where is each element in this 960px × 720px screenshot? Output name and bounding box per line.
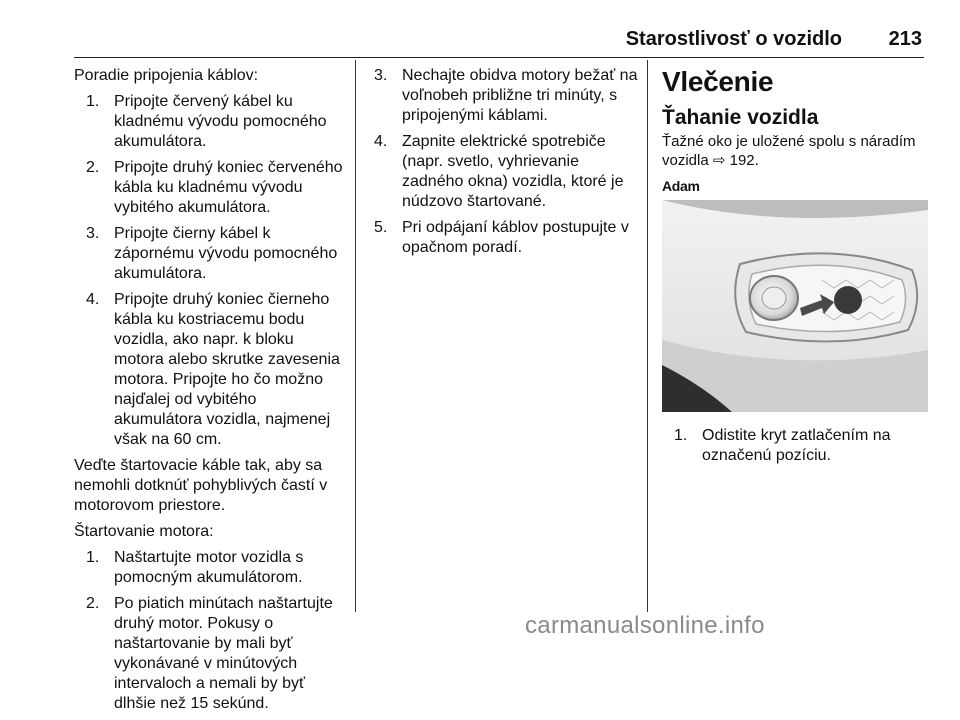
step-text: Zapnite elektrické spotrebiče (napr. svetlo, vyhrievanie zadného okna) vozidla, ktoré je núdzovo štartované. (402, 133, 624, 210)
step-number: 4. (86, 291, 100, 308)
step-text: Naštartujte motor vozidla s pomocným akumulátorom. (114, 549, 304, 586)
step-text: Odistite kryt zatlačením na označenú pozíciu. (702, 427, 891, 464)
step-number: 2. (86, 595, 100, 612)
step-number: 3. (374, 67, 388, 84)
section-subtitle: Ťahanie vozidla (662, 106, 819, 129)
column-divider (355, 60, 356, 612)
section-title: Starostlivosť o vozidlo (625, 28, 842, 50)
step-text: Pripojte čierny kábel k zápornému vývodu pomocného akumulátora. (114, 225, 338, 282)
cable-order-intro: Poradie pripojenia káblov: (74, 67, 259, 84)
list-item (374, 132, 638, 212)
step-number: 1. (86, 93, 100, 110)
start-heading: Štartovanie motora: (74, 523, 214, 540)
site-watermark: carmanualsonline.info (525, 612, 765, 639)
step-number: 5. (374, 219, 388, 236)
bumper-illustration-svg (662, 200, 928, 412)
step-number: 4. (374, 133, 388, 150)
step-text: Pripojte druhý koniec čierneho kábla ku kostriacemu bodu vozidla, ako napr. k bloku motora alebo skrutke zavesenia motora. Pripojte ho čo možno najďalej od vybitého akumulátora vozidla, najmenej však na 60 cm. (114, 291, 340, 448)
list-item (86, 290, 346, 450)
column-3 (662, 66, 928, 472)
list-item (86, 548, 346, 588)
list-item (674, 426, 928, 466)
step-number: 2. (86, 159, 100, 176)
list-item (374, 218, 638, 258)
step-text: Po piatich minútach naštartujte druhý motor. Pokusy o naštartovanie by mali byť vykonávané v minútových intervaloch a nemali by byť dlhšie než 15 sekúnd. (114, 595, 333, 712)
header-rule (74, 57, 924, 58)
column-divider (647, 60, 648, 612)
start-steps-list (74, 548, 346, 714)
list-item (374, 66, 638, 126)
list-item (86, 92, 346, 152)
towing-steps-list (662, 426, 928, 466)
column-1 (74, 66, 346, 720)
list-item (86, 224, 346, 284)
list-item (86, 158, 346, 218)
step-number: 1. (674, 427, 688, 444)
step-number: 3. (86, 225, 100, 242)
step-text: Pri odpájaní káblov postupujte v opačnom poradí. (402, 219, 629, 256)
cable-steps-list (74, 92, 346, 450)
continued-steps-list (374, 66, 638, 258)
step-text: Pripojte červený kábel ku kladnému vývodu pomocného akumulátora. (114, 93, 327, 150)
model-label: Adam (662, 178, 700, 194)
cable-routing-note: Veďte štartovacie káble tak, aby sa nemohli dotknúť pohyblivých častí v motorovom priestore. (74, 457, 328, 514)
column-2 (374, 66, 638, 264)
bumper-illustration (662, 200, 928, 412)
page-number: 213 (888, 28, 922, 50)
towing-eye-intro: Ťažné oko je uložené spolu s náradím vozidla ⇨ 192. (662, 133, 916, 169)
chapter-title: Vlečenie (662, 66, 774, 97)
page-header (0, 26, 960, 58)
step-number: 1. (86, 549, 100, 566)
step-text: Nechajte obidva motory bežať na voľnobeh približne tri minúty, s pripojenými káblami. (402, 67, 638, 124)
list-item (86, 594, 346, 714)
step-text: Pripojte druhý koniec červeného kábla ku kladnému vývodu vybitého akumulátora. (114, 159, 343, 216)
